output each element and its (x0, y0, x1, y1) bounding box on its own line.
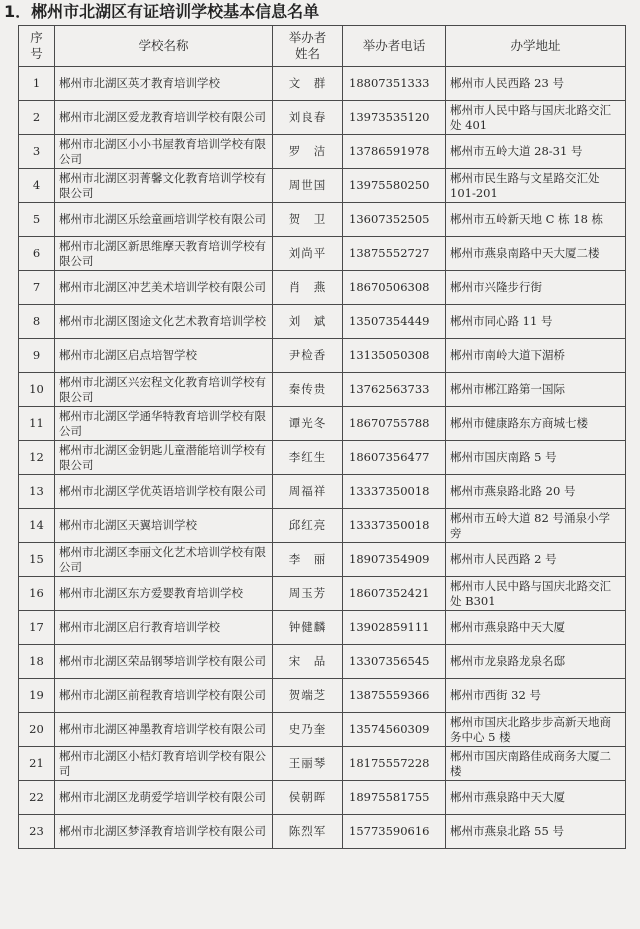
row-number: 21 (19, 747, 55, 781)
organizer-name: 周福祥 (273, 475, 343, 509)
school-name: 郴州市北湖区天翼培训学校 (55, 509, 273, 543)
school-name: 郴州市北湖区兴宏程文化教育培训学校有限公司 (55, 373, 273, 407)
row-number: 16 (19, 577, 55, 611)
organizer-name: 邱红亮 (273, 509, 343, 543)
row-number: 15 (19, 543, 55, 577)
table-row (19, 271, 626, 305)
school-address: 郴州市五岭大道 28-31 号 (446, 135, 626, 169)
school-name: 郴州市北湖区金钥匙儿童潜能培训学校有限公司 (55, 441, 273, 475)
organizer-name: 文 群 (273, 67, 343, 101)
school-name: 郴州市北湖区小桔灯教育培训学校有限公司 (55, 747, 273, 781)
row-number: 6 (19, 237, 55, 271)
organizer-phone: 13574560309 (343, 713, 446, 747)
school-address: 郴州市西街 32 号 (446, 679, 626, 713)
school-name: 郴州市北湖区羽菁馨文化教育培训学校有限公司 (55, 169, 273, 203)
school-address: 郴州市燕泉南路中天大厦二楼 (446, 237, 626, 271)
school-address: 郴州市龙泉路龙泉名邸 (446, 645, 626, 679)
school-address: 郴州市燕泉北路 55 号 (446, 815, 626, 849)
table-row (19, 815, 626, 849)
school-name: 郴州市北湖区爱龙教育培训学校有限公司 (55, 101, 273, 135)
organizer-name: 罗 洁 (273, 135, 343, 169)
school-name: 郴州市北湖区东方爱婴教育培训学校 (55, 577, 273, 611)
header-school-name: 学校名称 (55, 26, 273, 67)
organizer-phone: 18670506308 (343, 271, 446, 305)
organizer-phone: 13875559366 (343, 679, 446, 713)
table-row (19, 645, 626, 679)
row-number: 23 (19, 815, 55, 849)
row-number: 5 (19, 203, 55, 237)
row-number: 20 (19, 713, 55, 747)
row-number: 4 (19, 169, 55, 203)
organizer-phone: 18175557228 (343, 747, 446, 781)
row-number: 19 (19, 679, 55, 713)
organizer-phone: 13337350018 (343, 475, 446, 509)
organizer-phone: 13786591978 (343, 135, 446, 169)
table-row (19, 237, 626, 271)
school-name: 郴州市北湖区学优英语培训学校有限公司 (55, 475, 273, 509)
school-address: 郴州市人民西路 23 号 (446, 67, 626, 101)
school-name: 郴州市北湖区荣品钢琴培训学校有限公司 (55, 645, 273, 679)
organizer-phone: 18907354909 (343, 543, 446, 577)
school-name: 郴州市北湖区学通华特教育培训学校有限公司 (55, 407, 273, 441)
table-row (19, 713, 626, 747)
organizer-phone: 15773590616 (343, 815, 446, 849)
school-name: 郴州市北湖区启点培智学校 (55, 339, 273, 373)
school-name: 郴州市北湖区乐绘童画培训学校有限公司 (55, 203, 273, 237)
document-title: 1．郴州市北湖区有证培训学校基本信息名单 (4, 2, 320, 21)
organizer-name: 贺端芝 (273, 679, 343, 713)
school-address: 郴州市同心路 11 号 (446, 305, 626, 339)
table-row (19, 407, 626, 441)
organizer-name: 李红生 (273, 441, 343, 475)
school-name: 郴州市北湖区启行教育培训学校 (55, 611, 273, 645)
table-row (19, 67, 626, 101)
organizer-phone: 13875552727 (343, 237, 446, 271)
table-row (19, 169, 626, 203)
organizer-name: 史乃奎 (273, 713, 343, 747)
row-number: 7 (19, 271, 55, 305)
table-row (19, 747, 626, 781)
row-number: 3 (19, 135, 55, 169)
row-number: 12 (19, 441, 55, 475)
table-row (19, 509, 626, 543)
organizer-name: 刘 斌 (273, 305, 343, 339)
row-number: 17 (19, 611, 55, 645)
school-name: 郴州市北湖区图途文化艺术教育培训学校 (55, 305, 273, 339)
header-organizer-phone: 举办者电话 (343, 26, 446, 67)
organizer-phone: 13507354449 (343, 305, 446, 339)
organizer-phone: 13607352505 (343, 203, 446, 237)
organizer-phone: 13973535120 (343, 101, 446, 135)
organizer-phone: 13307356545 (343, 645, 446, 679)
row-number: 2 (19, 101, 55, 135)
organizer-name: 秦传贵 (273, 373, 343, 407)
table-header-row (19, 26, 626, 67)
table-row (19, 135, 626, 169)
school-address: 郴州市健康路东方商城七楼 (446, 407, 626, 441)
row-number: 1 (19, 67, 55, 101)
school-address: 郴州市人民中路与国庆北路交汇处 401 (446, 101, 626, 135)
table-row (19, 781, 626, 815)
organizer-name: 周玉芳 (273, 577, 343, 611)
school-name: 郴州市北湖区神墨教育培训学校有限公司 (55, 713, 273, 747)
school-name: 郴州市北湖区英才教育培训学校 (55, 67, 273, 101)
organizer-name: 钟健麟 (273, 611, 343, 645)
organizer-name: 刘尚平 (273, 237, 343, 271)
table-row (19, 101, 626, 135)
organizer-name: 宋 品 (273, 645, 343, 679)
row-number: 18 (19, 645, 55, 679)
row-number: 9 (19, 339, 55, 373)
table-row (19, 543, 626, 577)
organizer-phone: 18807351333 (343, 67, 446, 101)
row-number: 22 (19, 781, 55, 815)
organizer-phone: 18975581755 (343, 781, 446, 815)
school-name: 郴州市北湖区新思维摩天教育培训学校有限公司 (55, 237, 273, 271)
school-name: 郴州市北湖区前程教育培训学校有限公司 (55, 679, 273, 713)
organizer-phone: 13762563733 (343, 373, 446, 407)
organizer-name: 周世国 (273, 169, 343, 203)
header-address: 办学地址 (446, 26, 626, 67)
school-name: 郴州市北湖区小小书屋教育培训学校有限公司 (55, 135, 273, 169)
header-organizer-name: 举办者 姓名 (273, 26, 343, 67)
school-address: 郴州市人民西路 2 号 (446, 543, 626, 577)
organizer-phone: 18607356477 (343, 441, 446, 475)
organizer-phone: 13337350018 (343, 509, 446, 543)
organizer-name: 贺 卫 (273, 203, 343, 237)
organizer-name: 王丽琴 (273, 747, 343, 781)
organizer-name: 谭光冬 (273, 407, 343, 441)
school-address: 郴州市郴江路第一国际 (446, 373, 626, 407)
table-row (19, 305, 626, 339)
school-address: 郴州市兴隆步行街 (446, 271, 626, 305)
row-number: 10 (19, 373, 55, 407)
organizer-name: 侯朝晖 (273, 781, 343, 815)
row-number: 13 (19, 475, 55, 509)
organizer-name: 刘良春 (273, 101, 343, 135)
school-name: 郴州市北湖区冲艺美术培训学校有限公司 (55, 271, 273, 305)
school-address: 郴州市人民中路与国庆北路交汇处 B301 (446, 577, 626, 611)
organizer-name: 李 丽 (273, 543, 343, 577)
schools-table (18, 25, 626, 849)
school-name: 郴州市北湖区李丽文化艺术培训学校有限公司 (55, 543, 273, 577)
organizer-phone: 18607352421 (343, 577, 446, 611)
organizer-name: 尹检香 (273, 339, 343, 373)
organizer-phone: 18670755788 (343, 407, 446, 441)
school-address: 郴州市民生路与文星路交汇处 101-201 (446, 169, 626, 203)
table-row (19, 373, 626, 407)
table-row (19, 611, 626, 645)
row-number: 14 (19, 509, 55, 543)
school-address: 郴州市国庆南路 5 号 (446, 441, 626, 475)
organizer-name: 陈烈军 (273, 815, 343, 849)
organizer-phone: 13902859111 (343, 611, 446, 645)
table-row (19, 679, 626, 713)
table-row (19, 339, 626, 373)
school-address: 郴州市国庆南路佳成商务大厦二楼 (446, 747, 626, 781)
organizer-phone: 13975580250 (343, 169, 446, 203)
school-address: 郴州市燕泉路北路 20 号 (446, 475, 626, 509)
table-row (19, 577, 626, 611)
row-number: 8 (19, 305, 55, 339)
row-number: 11 (19, 407, 55, 441)
school-address: 郴州市燕泉路中天大厦 (446, 611, 626, 645)
school-address: 郴州市南岭大道下湄桥 (446, 339, 626, 373)
organizer-name: 肖 燕 (273, 271, 343, 305)
table-row (19, 441, 626, 475)
table-row (19, 203, 626, 237)
table-row (19, 475, 626, 509)
school-address: 郴州市五岭新天地 C 栋 18 栋 (446, 203, 626, 237)
school-address: 郴州市国庆北路步步高新天地商务中心 5 楼 (446, 713, 626, 747)
school-address: 郴州市燕泉路中天大厦 (446, 781, 626, 815)
organizer-phone: 13135050308 (343, 339, 446, 373)
school-name: 郴州市北湖区梦泽教育培训学校有限公司 (55, 815, 273, 849)
school-name: 郴州市北湖区龙萌爱学培训学校有限公司 (55, 781, 273, 815)
header-no: 序 号 (19, 26, 55, 67)
school-address: 郴州市五岭大道 82 号涌泉小学旁 (446, 509, 626, 543)
